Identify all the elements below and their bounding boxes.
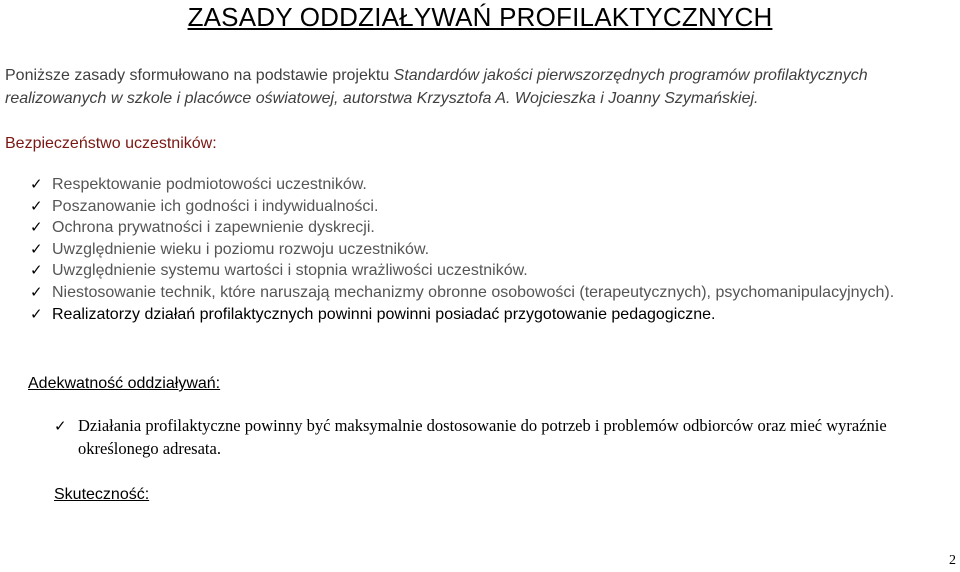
list-item [30,174,950,196]
list-item-text: Respektowanie podmiotowości uczestników. [52,176,367,193]
list-item-text: Poszanowanie ich godności i indywidualności. [52,197,379,215]
safety-list [30,174,950,325]
list-item [30,217,950,239]
intro-italic-text: Standardów jakości pierwszorzędnych programów profilaktycznych realizowanych w szkole i placówce oświatowej, autorstwa Krzysztofa A. Wojcieszka i Joanny Szymańskiej. [5,67,868,107]
checkmark-icon: ✓ [30,304,43,323]
list-item-text: Uwzględnienie wieku i poziomu rozwoju uczestników. [52,240,430,258]
list-item-text: Niestosowanie technik, które naruszają mechanizmy obronne osobowości (terapeutycznych), psychomanipulacyjnych). [52,283,895,301]
list-item-text: Realizatorzy działań profilaktycznych powinni powinni posiadać przygotowanie pedagogiczne. [52,305,716,323]
list-item [30,304,950,326]
list-item-text: Ochrona prywatności i zapewnienie dyskrecji. [52,219,375,237]
checkmark-icon: ✓ [30,261,43,280]
section-heading-safety: Bezpieczeństwo uczestników: [5,135,217,152]
page-number: 2 [949,553,956,568]
checkmark-icon: ✓ [30,196,43,215]
checkmark-icon: ✓ [30,282,43,301]
document-title: ZASADY ODDZIAŁYWAŃ PROFILAKTYCZNYCH [187,2,773,32]
checkmark-icon: ✓ [54,417,67,435]
list-item [30,196,950,218]
list-item [54,415,954,460]
adequacy-list [54,415,954,460]
intro-text: Poniższe zasady sformułowano na podstawie projektu [5,67,394,84]
intro-paragraph [5,64,955,110]
list-item-text: Działania profilaktyczne powinny być maksymalnie dostosowanie do potrzeb i problemów odbiorców oraz mieć wyraźnie określonego adresata. [78,416,887,458]
list-item [30,282,950,304]
section-heading-effectiveness: Skuteczność: [54,486,150,503]
list-item [30,260,950,282]
checkmark-icon: ✓ [30,218,43,237]
checkmark-icon: ✓ [30,239,43,258]
section-heading-adequacy: Adekwatność oddziaływań: [28,375,221,392]
list-item-text: Uwzględnienie systemu wartości i stopnia wrażliwości uczestników. [52,262,528,280]
checkmark-icon: ✓ [30,175,43,193]
list-item [30,239,950,261]
